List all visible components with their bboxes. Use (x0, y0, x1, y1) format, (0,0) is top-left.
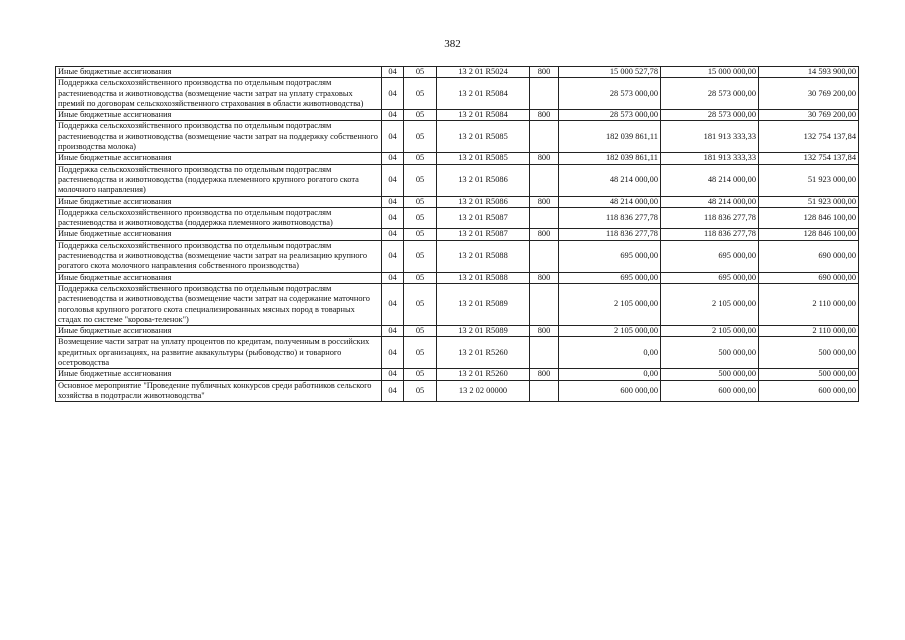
section-code-cell: 04 (382, 78, 404, 110)
section-code-cell: 04 (382, 283, 404, 325)
amount-year2-cell: 500 000,00 (661, 337, 759, 369)
amount-year3-cell: 690 000,00 (759, 272, 859, 283)
target-article-cell: 13 2 01 R5088 (437, 240, 530, 272)
table-row (56, 326, 859, 337)
target-article-cell: 13 2 01 R5087 (437, 207, 530, 229)
item-name-cell: Иные бюджетные ассигнования (56, 326, 382, 337)
expense-type-cell (530, 283, 559, 325)
section-code-cell: 04 (382, 196, 404, 207)
amount-year1-cell: 48 214 000,00 (559, 196, 661, 207)
expense-type-cell (530, 240, 559, 272)
subsection-code-cell: 05 (404, 369, 437, 380)
expense-type-cell (530, 78, 559, 110)
section-code-cell: 04 (382, 240, 404, 272)
amount-year1-cell: 2 105 000,00 (559, 326, 661, 337)
item-name-cell: Иные бюджетные ассигнования (56, 229, 382, 240)
amount-year1-cell: 695 000,00 (559, 240, 661, 272)
table-row (56, 380, 859, 402)
subsection-code-cell: 05 (404, 229, 437, 240)
subsection-code-cell: 05 (404, 164, 437, 196)
section-code-cell: 04 (382, 207, 404, 229)
expense-type-cell: 800 (530, 196, 559, 207)
section-code-cell: 04 (382, 67, 404, 78)
item-name-cell: Иные бюджетные ассигнования (56, 272, 382, 283)
amount-year3-cell: 2 110 000,00 (759, 283, 859, 325)
amount-year2-cell: 695 000,00 (661, 272, 759, 283)
section-code-cell: 04 (382, 272, 404, 283)
amount-year2-cell: 2 105 000,00 (661, 326, 759, 337)
item-name-cell: Поддержка сельскохозяйственного производства по отдельным подотраслям растениеводства и животноводства (поддержка племенного крупного рогатого скота молочного направления) (56, 164, 382, 196)
amount-year2-cell: 2 105 000,00 (661, 283, 759, 325)
amount-year2-cell: 181 913 333,33 (661, 153, 759, 164)
table-row (56, 153, 859, 164)
amount-year1-cell: 15 000 527,78 (559, 67, 661, 78)
target-article-cell: 13 2 01 R5089 (437, 326, 530, 337)
target-article-cell: 13 2 01 R5084 (437, 110, 530, 121)
amount-year3-cell: 51 923 000,00 (759, 196, 859, 207)
amount-year1-cell: 695 000,00 (559, 272, 661, 283)
item-name-cell: Иные бюджетные ассигнования (56, 369, 382, 380)
subsection-code-cell: 05 (404, 326, 437, 337)
target-article-cell: 13 2 01 R5024 (437, 67, 530, 78)
amount-year1-cell: 0,00 (559, 369, 661, 380)
expense-type-cell (530, 164, 559, 196)
target-article-cell: 13 2 01 R5085 (437, 153, 530, 164)
amount-year3-cell: 2 110 000,00 (759, 326, 859, 337)
target-article-cell: 13 2 01 R5086 (437, 196, 530, 207)
subsection-code-cell: 05 (404, 78, 437, 110)
amount-year3-cell: 132 754 137,84 (759, 121, 859, 153)
target-article-cell: 13 2 01 R5260 (437, 369, 530, 380)
table-row (56, 207, 859, 229)
amount-year3-cell: 500 000,00 (759, 337, 859, 369)
table-row (56, 272, 859, 283)
amount-year2-cell: 28 573 000,00 (661, 110, 759, 121)
section-code-cell: 04 (382, 369, 404, 380)
amount-year1-cell: 118 836 277,78 (559, 229, 661, 240)
section-code-cell: 04 (382, 229, 404, 240)
table-row (56, 337, 859, 369)
amount-year1-cell: 2 105 000,00 (559, 283, 661, 325)
amount-year2-cell: 600 000,00 (661, 380, 759, 402)
expense-type-cell: 800 (530, 67, 559, 78)
table-row (56, 196, 859, 207)
target-article-cell: 13 2 01 R5085 (437, 121, 530, 153)
expense-type-cell (530, 337, 559, 369)
expense-type-cell: 800 (530, 369, 559, 380)
amount-year1-cell: 28 573 000,00 (559, 110, 661, 121)
item-name-cell: Иные бюджетные ассигнования (56, 110, 382, 121)
table-row (56, 78, 859, 110)
item-name-cell: Поддержка сельскохозяйственного производства по отдельным подотраслям растениеводства и животноводства (возмещение части затрат на поддержку собственного производства молока) (56, 121, 382, 153)
target-article-cell: 13 2 01 R5086 (437, 164, 530, 196)
section-code-cell: 04 (382, 121, 404, 153)
table-body (56, 67, 859, 402)
subsection-code-cell: 05 (404, 240, 437, 272)
amount-year1-cell: 0,00 (559, 337, 661, 369)
amount-year2-cell: 48 214 000,00 (661, 196, 759, 207)
table-row (56, 121, 859, 153)
expense-type-cell: 800 (530, 153, 559, 164)
amount-year1-cell: 118 836 277,78 (559, 207, 661, 229)
amount-year3-cell: 500 000,00 (759, 369, 859, 380)
target-article-cell: 13 2 02 00000 (437, 380, 530, 402)
amount-year3-cell: 128 846 100,00 (759, 207, 859, 229)
section-code-cell: 04 (382, 110, 404, 121)
table-row (56, 283, 859, 325)
section-code-cell: 04 (382, 164, 404, 196)
item-name-cell: Иные бюджетные ассигнования (56, 153, 382, 164)
expense-type-cell (530, 380, 559, 402)
amount-year1-cell: 182 039 861,11 (559, 121, 661, 153)
table-row (56, 110, 859, 121)
item-name-cell: Поддержка сельскохозяйственного производства по отдельным подотраслям растениеводства и животноводства (возмещение части затрат на содержание маточного поголовья крупного рогатого скота специализированных мясных пород в товарных стадах по системе "корова-теленок") (56, 283, 382, 325)
item-name-cell: Поддержка сельскохозяйственного производства по отдельным подотраслям растениеводства и животноводства (возмещение части затрат на реализацию крупного рогатого скота молочного направления собственного производства) (56, 240, 382, 272)
item-name-cell: Поддержка сельскохозяйственного производства по отдельным подотраслям растениеводства и животноводства (возмещение части затрат на уплату страховых премий по договорам сельскохозяйственного страхования в области животноводства) (56, 78, 382, 110)
section-code-cell: 04 (382, 326, 404, 337)
subsection-code-cell: 05 (404, 196, 437, 207)
page-number: 382 (444, 38, 461, 50)
subsection-code-cell: 05 (404, 67, 437, 78)
subsection-code-cell: 05 (404, 153, 437, 164)
amount-year1-cell: 600 000,00 (559, 380, 661, 402)
item-name-cell: Основное мероприятие "Проведение публичных конкурсов среди работников сельского хозяйства в подотрасли животноводства" (56, 380, 382, 402)
expense-type-cell (530, 207, 559, 229)
expense-type-cell (530, 121, 559, 153)
item-name-cell: Иные бюджетные ассигнования (56, 67, 382, 78)
amount-year3-cell: 30 769 200,00 (759, 78, 859, 110)
target-article-cell: 13 2 01 R5089 (437, 283, 530, 325)
table-row (56, 164, 859, 196)
target-article-cell: 13 2 01 R5087 (437, 229, 530, 240)
expense-type-cell: 800 (530, 110, 559, 121)
subsection-code-cell: 05 (404, 272, 437, 283)
subsection-code-cell: 05 (404, 337, 437, 369)
amount-year1-cell: 182 039 861,11 (559, 153, 661, 164)
item-name-cell: Иные бюджетные ассигнования (56, 196, 382, 207)
table-row (56, 67, 859, 78)
amount-year3-cell: 132 754 137,84 (759, 153, 859, 164)
section-code-cell: 04 (382, 337, 404, 369)
amount-year1-cell: 28 573 000,00 (559, 78, 661, 110)
budget-table (55, 66, 859, 402)
subsection-code-cell: 05 (404, 110, 437, 121)
amount-year2-cell: 28 573 000,00 (661, 78, 759, 110)
amount-year2-cell: 500 000,00 (661, 369, 759, 380)
subsection-code-cell: 05 (404, 380, 437, 402)
expense-type-cell: 800 (530, 229, 559, 240)
subsection-code-cell: 05 (404, 283, 437, 325)
amount-year1-cell: 48 214 000,00 (559, 164, 661, 196)
amount-year3-cell: 51 923 000,00 (759, 164, 859, 196)
section-code-cell: 04 (382, 153, 404, 164)
section-code-cell: 04 (382, 380, 404, 402)
amount-year2-cell: 15 000 000,00 (661, 67, 759, 78)
item-name-cell: Возмещение части затрат на уплату процентов по кредитам, полученным в российских кредитных организациях, на развитие аквакультуры (рыбоводство) и товарного осетроводства (56, 337, 382, 369)
amount-year3-cell: 690 000,00 (759, 240, 859, 272)
table-row (56, 369, 859, 380)
item-name-cell: Поддержка сельскохозяйственного производства по отдельным подотраслям растениеводства и животноводства (поддержка племенного животноводства) (56, 207, 382, 229)
target-article-cell: 13 2 01 R5260 (437, 337, 530, 369)
amount-year2-cell: 181 913 333,33 (661, 121, 759, 153)
subsection-code-cell: 05 (404, 207, 437, 229)
expense-type-cell: 800 (530, 326, 559, 337)
amount-year3-cell: 30 769 200,00 (759, 110, 859, 121)
amount-year2-cell: 118 836 277,78 (661, 207, 759, 229)
amount-year2-cell: 118 836 277,78 (661, 229, 759, 240)
amount-year3-cell: 128 846 100,00 (759, 229, 859, 240)
amount-year2-cell: 695 000,00 (661, 240, 759, 272)
target-article-cell: 13 2 01 R5088 (437, 272, 530, 283)
amount-year3-cell: 14 593 900,00 (759, 67, 859, 78)
table-row (56, 229, 859, 240)
target-article-cell: 13 2 01 R5084 (437, 78, 530, 110)
table-row (56, 240, 859, 272)
subsection-code-cell: 05 (404, 121, 437, 153)
expense-type-cell: 800 (530, 272, 559, 283)
amount-year2-cell: 48 214 000,00 (661, 164, 759, 196)
amount-year3-cell: 600 000,00 (759, 380, 859, 402)
